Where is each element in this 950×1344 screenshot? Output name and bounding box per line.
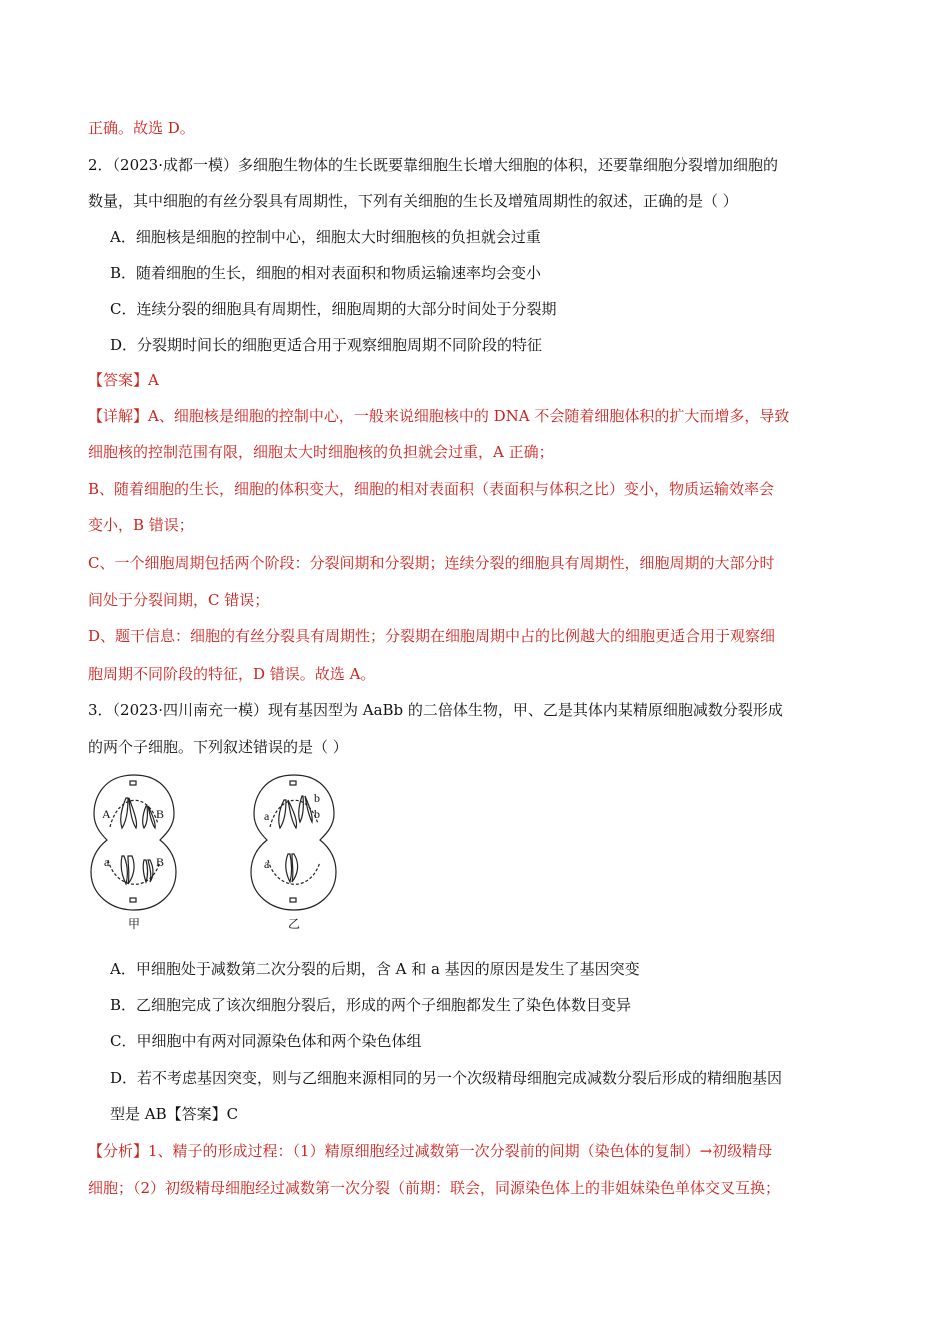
explanation-line: 变小，B 错误；	[88, 516, 194, 534]
cell-2-membrane	[251, 775, 336, 910]
question-3-option-d-cont: 型是 AB【答案】C	[110, 1105, 239, 1123]
chromosome	[143, 860, 147, 882]
explanation-line: 间处于分裂间期，C 错误；	[88, 591, 270, 609]
question-3-stem: 3．（2023·四川南充一模）现有基因型为 AaBb 的二倍体生物，甲、乙是其体内某精原细胞减数分裂形成	[88, 701, 783, 719]
question-2-option-a: A．细胞核是细胞的控制中心，细胞太大时细胞核的负担就会过重	[110, 228, 541, 246]
chromosome	[148, 806, 155, 828]
chromosome	[128, 856, 134, 884]
question-2-answer: 【答案】A	[88, 371, 159, 389]
question-2-option-b: B．随着细胞的生长，细胞的相对表面积和物质运输速率均会变小	[110, 264, 542, 282]
cell-2-caption: 乙	[288, 917, 301, 931]
question-3-stem-cont: 的两个子细胞。下列叙述错误的是（ ）	[88, 738, 348, 756]
chromosome	[299, 796, 304, 822]
gene-label: a	[264, 809, 270, 823]
cell-division-figure	[88, 772, 348, 932]
gene-label: b	[314, 791, 320, 805]
chromosome	[129, 798, 137, 828]
gene-label: B	[156, 807, 165, 821]
centriole	[290, 898, 296, 902]
chromosome	[279, 800, 286, 828]
question-2-option-c: C．连续分裂的细胞具有周期性，细胞周期的大部分时间处于分裂期	[110, 300, 557, 318]
chromosome	[288, 800, 297, 828]
centriole	[130, 781, 136, 785]
question-2-option-d: D．分裂期时间长的细胞更适合用于观察细胞周期不同阶段的特征	[110, 336, 543, 354]
explanation-line: B、随着细胞的生长，细胞的体积变大，细胞的相对表面积（表面积与体积之比）变小，物质运输效率会	[88, 480, 775, 498]
centriole	[130, 898, 136, 902]
explanation-line: 细胞核的控制范围有限，细胞太大时细胞核的负担就会过重，A 正确；	[88, 443, 554, 461]
question-3-option-a: A．甲细胞处于减数第二次分裂的后期，含 A 和 a 基因的原因是发生了基因突变	[110, 960, 640, 978]
chromosome	[121, 856, 127, 884]
chromosome	[305, 796, 312, 822]
gene-label: B	[156, 855, 165, 869]
chromosome	[148, 860, 153, 882]
explanation-line: D、题干信息：细胞的有丝分裂具有周期性；分裂期在细胞周期中占的比例越大的细胞更适合用于观察细	[88, 627, 776, 645]
explanation-line: 胞周期不同阶段的特征，D 错误。故选 A。	[88, 665, 376, 683]
explanation-line: 【详解】A、细胞核是细胞的控制中心，一般来说细胞核中的 DNA 不会随着细胞体积的扩大而增多，导致	[88, 407, 790, 425]
explanation-line: 正确。故选 D。	[88, 119, 195, 137]
chromosome	[292, 854, 298, 882]
cell-2-spindle-bottom	[268, 860, 320, 884]
centriole	[290, 781, 296, 785]
chromosome	[286, 854, 292, 882]
cell-diagram-svg	[88, 772, 348, 932]
cell-1-membrane	[91, 775, 176, 910]
question-3-option-d: D．若不考虑基因突变，则与乙细胞来源相同的另一个次级精母细胞完成减数分裂后形成的精细胞基因	[110, 1069, 783, 1087]
chromosome	[143, 806, 148, 828]
question-2-stem-cont: 数量，其中细胞的有丝分裂具有周期性，下列有关细胞的生长及增殖周期性的叙述，正确的是（ ）	[88, 192, 738, 210]
gene-label: a	[264, 857, 270, 871]
cell-1-caption: 甲	[128, 917, 141, 931]
analysis-line: 【分析】1、精子的形成过程：（1）精原细胞经过减数第一次分裂前的间期（染色体的复制）→初级精母	[88, 1142, 773, 1160]
gene-label: b	[314, 807, 320, 821]
question-3-option-c: C．甲细胞中有两对同源染色体和两个染色体组	[110, 1032, 422, 1050]
question-2-stem: 2．（2023·成都一模）多细胞生物体的生长既要靠细胞生长增大细胞的体积，还要靠细胞分裂增加细胞的	[88, 156, 778, 174]
gene-label: a	[104, 855, 110, 869]
explanation-line: C、一个细胞周期包括两个阶段：分裂间期和分裂期；连续分裂的细胞具有周期性，细胞周期的大部分时	[88, 554, 775, 572]
gene-label: A	[102, 807, 111, 821]
question-3-option-b: B．乙细胞完成了该次细胞分裂后，形成的两个子细胞都发生了染色体数目变异	[110, 996, 632, 1014]
analysis-line: 细胞；（2）初级精母细胞经过减数第一次分裂（前期：联会，同源染色体上的非姐妹染色单体交叉互换；	[88, 1179, 781, 1197]
